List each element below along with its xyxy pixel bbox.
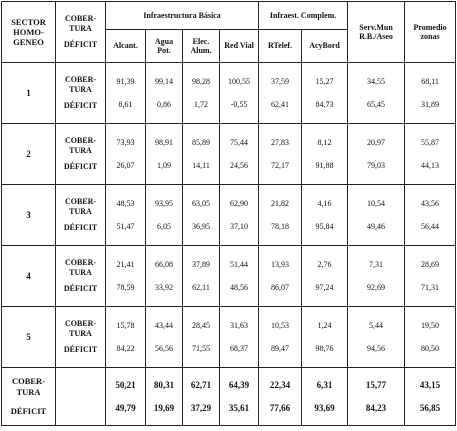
value-cell <box>183 185 220 246</box>
deficit-value: 92,69 <box>367 282 386 292</box>
value-cell <box>348 307 405 368</box>
row-cobertura-deficit-label: COBER- TURA DÉFICIT <box>56 307 106 368</box>
deficit-value: 80,50 <box>421 343 440 353</box>
deficit-value: 31,89 <box>421 99 440 109</box>
deficit-value: 48,56 <box>230 282 249 292</box>
total-cobertura-value: 43,15 <box>419 380 441 391</box>
deficit-value: 72,17 <box>271 160 290 170</box>
value-cell <box>405 307 456 368</box>
value-cell <box>106 124 146 185</box>
cobertura-value: 5,44 <box>369 321 384 331</box>
value-cell <box>302 124 348 185</box>
value-cell <box>259 185 302 246</box>
sector-row <box>2 185 456 246</box>
value-cell <box>183 124 220 185</box>
value-cell <box>302 246 348 307</box>
sector-number: 4 <box>2 246 56 307</box>
total-deficit-value: 49,79 <box>115 402 136 413</box>
cobertura-value: 37,59 <box>271 77 290 87</box>
header-sector: SECTOR HOMO- GENEO <box>2 2 56 63</box>
cobertura-value: 73,93 <box>116 138 135 148</box>
total-cobertura-value: 80,31 <box>153 380 175 391</box>
sector-row <box>2 307 456 368</box>
cobertura-value: 28,69 <box>421 260 440 270</box>
value-cell <box>302 185 348 246</box>
total-value-cell <box>146 368 183 426</box>
cobertura-value: 55,87 <box>421 138 440 148</box>
row-cobertura-deficit-label: COBER- TURA DÉFICIT <box>56 63 106 124</box>
deficit-value: 37,10 <box>230 221 249 231</box>
cobertura-value: 48,53 <box>116 199 135 209</box>
deficit-value: 79,03 <box>367 160 386 170</box>
cobertura-value: 21,41 <box>116 260 135 270</box>
value-cell <box>146 185 183 246</box>
cobertura-value: 27,83 <box>271 138 290 148</box>
total-value-cell <box>405 368 456 426</box>
totals-empty-cell <box>56 368 106 426</box>
total-cobertura-value: 22,34 <box>269 380 291 391</box>
cobertura-value: 28,45 <box>192 321 210 331</box>
header-row-groups <box>2 2 456 30</box>
cobertura-value: 43,56 <box>421 199 440 209</box>
total-cobertura-value: 50,21 <box>115 380 136 391</box>
value-cell <box>106 246 146 307</box>
row-cobertura-deficit-label: COBER- TURA DÉFICIT <box>56 246 106 307</box>
total-value-cell <box>106 368 146 426</box>
deficit-value: 98,76 <box>315 343 334 353</box>
total-value-cell <box>348 368 405 426</box>
total-deficit-value: 56,85 <box>419 402 441 413</box>
cobertura-value: 1,24 <box>317 321 332 331</box>
cobertura-value: 51,44 <box>230 260 249 270</box>
total-value-cell <box>259 368 302 426</box>
cobertura-value: 99,14 <box>155 77 173 87</box>
sector-row <box>2 124 456 185</box>
total-value-cell <box>220 368 259 426</box>
deficit-value: 71,55 <box>192 343 210 353</box>
header-serv-mun: Serv.Mun R.B./Aseo <box>348 2 405 63</box>
sector-number: 2 <box>2 124 56 185</box>
total-cobertura-value: 64,39 <box>228 380 250 391</box>
total-cobertura-value: 62,71 <box>190 380 212 391</box>
value-cell <box>146 124 183 185</box>
value-cell <box>146 246 183 307</box>
deficit-value: -0,55 <box>230 99 248 109</box>
deficit-value: 36,95 <box>192 221 210 231</box>
deficit-value: 62,11 <box>192 282 210 292</box>
value-cell <box>106 63 146 124</box>
cobertura-value: 75,44 <box>230 138 249 148</box>
cobertura-value: 10,53 <box>271 321 290 331</box>
value-cell <box>348 124 405 185</box>
total-deficit-value: 77,66 <box>269 402 291 413</box>
value-cell <box>146 63 183 124</box>
cobertura-value: 37,89 <box>192 260 210 270</box>
sector-row <box>2 246 456 307</box>
total-value-cell <box>183 368 220 426</box>
deficit-value: 78,59 <box>116 282 135 292</box>
sector-number: 5 <box>2 307 56 368</box>
cobertura-value: 68,11 <box>421 77 439 87</box>
value-cell <box>348 246 405 307</box>
cobertura-value: 93,95 <box>155 199 173 209</box>
deficit-value: 26,07 <box>116 160 135 170</box>
deficit-value: 78,18 <box>271 221 290 231</box>
value-cell <box>259 63 302 124</box>
header-agua-pot: Agua Pot. <box>146 30 183 63</box>
header-acybord: AcyBord <box>302 30 348 63</box>
sector-row <box>2 63 456 124</box>
total-cobertura-value: 15,77 <box>365 380 387 391</box>
value-cell <box>405 124 456 185</box>
cobertura-value: 4,16 <box>317 199 332 209</box>
cobertura-value: 20,97 <box>367 138 386 148</box>
sector-number: 3 <box>2 185 56 246</box>
deficit-value: 91,88 <box>315 160 334 170</box>
cobertura-value: 62,90 <box>230 199 249 209</box>
value-cell <box>405 63 456 124</box>
value-cell <box>183 63 220 124</box>
cobertura-value: 31,63 <box>230 321 249 331</box>
deficit-value: 1,09 <box>157 160 171 170</box>
deficit-value: 6,05 <box>157 221 171 231</box>
value-cell <box>183 246 220 307</box>
header-rtelef: RTelef. <box>259 30 302 63</box>
deficit-value: 44,13 <box>421 160 440 170</box>
deficit-value: 62,41 <box>271 99 290 109</box>
cobertura-value: 43,44 <box>155 321 173 331</box>
header-red-vial: Red Vial <box>220 30 259 63</box>
deficit-value: 89,47 <box>271 343 290 353</box>
value-cell <box>302 307 348 368</box>
cobertura-value: 66,08 <box>155 260 173 270</box>
value-cell <box>220 63 259 124</box>
value-cell <box>220 246 259 307</box>
value-cell <box>146 307 183 368</box>
deficit-value: 1,72 <box>194 99 208 109</box>
value-cell <box>106 307 146 368</box>
row-cobertura-deficit-label: COBER- TURA DÉFICIT <box>56 124 106 185</box>
value-cell <box>405 185 456 246</box>
row-cobertura-deficit-label: COBER- TURA DÉFICIT <box>56 185 106 246</box>
header-alcant: Alcant. <box>106 30 146 63</box>
value-cell <box>259 246 302 307</box>
deficit-value: 24,56 <box>230 160 249 170</box>
value-cell <box>259 124 302 185</box>
cobertura-value: 10,54 <box>367 199 386 209</box>
cobertura-value: 100,55 <box>228 77 251 87</box>
coverage-deficit-table <box>1 1 456 426</box>
cobertura-value: 13,93 <box>271 260 290 270</box>
header-infraestructura-basica: Infraestructura Básica <box>106 2 259 30</box>
value-cell <box>302 63 348 124</box>
deficit-value: 8,61 <box>118 99 133 109</box>
header-cobertura-deficit: COBER- TURA DÉFICIT <box>56 2 106 63</box>
deficit-value: 94,56 <box>367 343 386 353</box>
deficit-value: 95,84 <box>315 221 334 231</box>
cobertura-value: 91,39 <box>116 77 135 87</box>
total-deficit-value: 37,29 <box>190 402 212 413</box>
deficit-value: 84,22 <box>116 343 135 353</box>
cobertura-value: 85,89 <box>192 138 210 148</box>
cobertura-value: 7,31 <box>369 260 384 270</box>
sector-number: 1 <box>2 63 56 124</box>
deficit-value: 33,92 <box>155 282 173 292</box>
deficit-value: 56,56 <box>155 343 173 353</box>
header-promedio: Promedio zonas <box>405 2 456 63</box>
cobertura-value: 19,50 <box>421 321 440 331</box>
total-deficit-value: 19,69 <box>153 402 175 413</box>
deficit-value: 56,44 <box>421 221 440 231</box>
deficit-value: 14,11 <box>192 160 210 170</box>
deficit-value: 84,73 <box>315 99 334 109</box>
cobertura-value: 15,27 <box>315 77 334 87</box>
deficit-value: 51,47 <box>116 221 135 231</box>
value-cell <box>220 307 259 368</box>
value-cell <box>259 307 302 368</box>
total-deficit-value: 84,23 <box>365 402 387 413</box>
value-cell <box>106 185 146 246</box>
header-elec-alum: Elec. Alum. <box>183 30 220 63</box>
deficit-value: 68,37 <box>230 343 249 353</box>
deficit-value: 0,86 <box>157 99 171 109</box>
value-cell <box>183 307 220 368</box>
total-deficit-value: 93,69 <box>314 402 335 413</box>
cobertura-value: 15,78 <box>116 321 135 331</box>
deficit-value: 65,45 <box>367 99 386 109</box>
value-cell <box>348 63 405 124</box>
cobertura-value: 21,82 <box>271 199 290 209</box>
cobertura-value: 98,91 <box>155 138 173 148</box>
deficit-value: 86,07 <box>271 282 290 292</box>
cobertura-value: 8,12 <box>317 138 332 148</box>
value-cell <box>220 124 259 185</box>
total-value-cell <box>302 368 348 426</box>
totals-row <box>2 368 456 426</box>
deficit-value: 97,24 <box>315 282 334 292</box>
value-cell <box>220 185 259 246</box>
value-cell <box>405 246 456 307</box>
table-body <box>2 63 456 426</box>
header-infraestructura-complementaria: Infraest. Complem. <box>259 2 348 30</box>
total-deficit-value: 35,61 <box>228 402 250 413</box>
cobertura-value: 34,55 <box>367 77 386 87</box>
totals-label: COBER- TURA DÉFICIT <box>2 368 56 426</box>
cobertura-value: 2,76 <box>317 260 332 270</box>
value-cell <box>348 185 405 246</box>
cobertura-value: 98,28 <box>192 77 210 87</box>
deficit-value: 49,46 <box>367 221 386 231</box>
deficit-value: 71,31 <box>421 282 440 292</box>
total-cobertura-value: 6,31 <box>316 380 333 391</box>
cobertura-value: 63,05 <box>192 199 210 209</box>
